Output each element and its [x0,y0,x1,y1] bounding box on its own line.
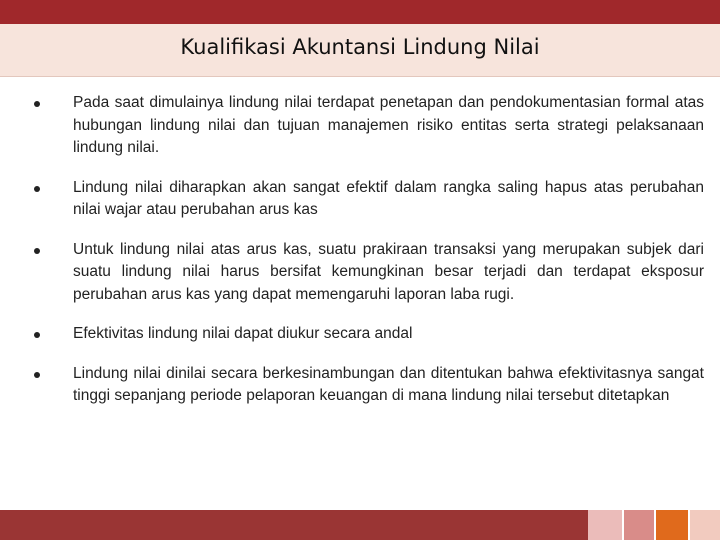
bullet-text: Lindung nilai dinilai secara berkesinambungan dan ditentukan bahwa efektivitasnya sangat tinggi sepanjang periode pelaporan keuangan di mana lindung nilai tersebut ditetapkan [73,364,704,404]
bullet-dot-icon [34,248,40,254]
bullet-list [0,92,720,425]
bottom-band-swatch-peach [690,510,720,540]
bullet-dot-icon [34,332,40,338]
bullet-item [0,177,720,222]
bullet-dot-icon [34,186,40,192]
bullet-text: Untuk lindung nilai atas arus kas, suatu prakiraan transaksi yang merupakan subjek dari suatu lindung nilai harus bersifat kemungkinan besar terjadi dan terdapat eksposur perubahan arus kas yang dapat memengaruhi laporan laba rugi. [73,240,704,303]
bottom-band-swatch-light-pink [588,510,622,540]
title-bar [0,24,720,77]
bullet-dot-icon [34,372,40,378]
bottom-color-band [0,510,720,540]
bottom-band-swatch-rose [624,510,654,540]
slide-title: Kualifikasi Akuntansi Lindung Nilai [180,35,540,59]
bullet-text: Pada saat dimulainya lindung nilai terdapat penetapan dan pendokumentasian formal atas hubungan lindung nilai dan tujuan manajemen risiko entitas serta strategi pelaksanaan lindung nilai. [73,94,704,156]
bullet-text: Efektivitas lindung nilai dapat diukur secara andal [73,325,413,342]
top-color-band [0,0,720,24]
bottom-band-main [0,510,588,540]
bottom-band-swatch-orange [656,510,688,540]
bullet-item [0,323,720,346]
bullet-text: Lindung nilai diharapkan akan sangat efektif dalam rangka saling hapus atas perubahan nilai wajar atau perubahan arus kas [73,178,704,218]
bullet-dot-icon [34,101,40,107]
bullet-item [0,363,720,408]
bullet-item [0,92,720,160]
bullet-item [0,239,720,307]
